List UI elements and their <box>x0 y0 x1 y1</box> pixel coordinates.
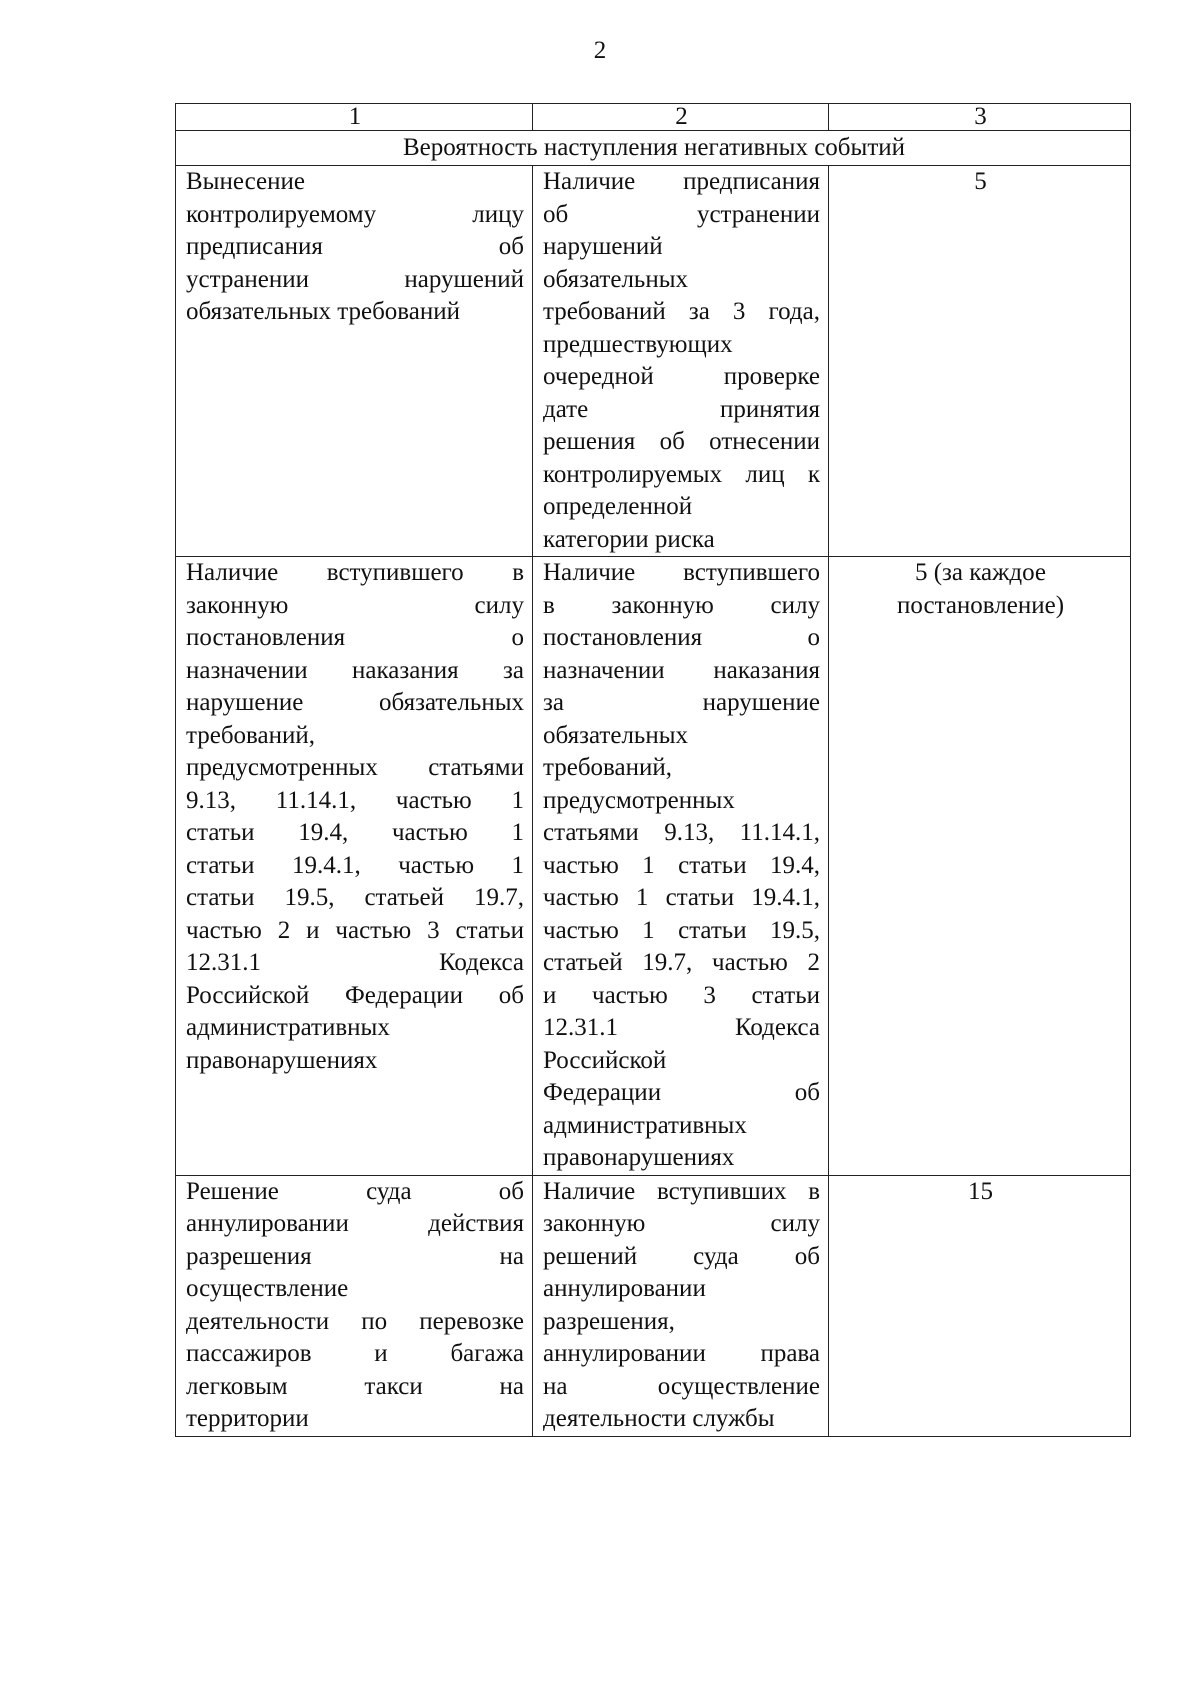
cell-text-line: аннулировании права <box>543 1340 820 1367</box>
cell-text-line: законную силу <box>186 591 524 619</box>
cell-text-line: Федерации об <box>543 1079 820 1106</box>
cell-text-line: за нарушение <box>543 689 820 716</box>
cell-text-line: 9.13, 11.14.1, частью 1 <box>186 786 524 814</box>
cell-text-line: Российской <box>543 1046 667 1074</box>
cell-text-line: дате принятия <box>543 395 820 423</box>
cell-text-line: частью 2 и частью 3 статьи <box>186 916 524 944</box>
cell-text-line: частью 1 статьи 19.5, <box>543 916 820 944</box>
cell-text-line: определенной <box>543 493 693 520</box>
score-text-line: постановление) <box>896 591 1065 619</box>
score-cell <box>829 166 1131 557</box>
cell-text-line: обязательных требований <box>186 298 460 325</box>
cell-text-line: и частью 3 статьи <box>543 981 820 1009</box>
table-row <box>176 1175 1131 1436</box>
cell-text-line: законную силу <box>543 1210 820 1237</box>
cell-text-line: правонарушениях <box>543 1144 735 1171</box>
cell-text-line: Решение суда об <box>186 1177 524 1205</box>
cell-text-line: в законную силу <box>543 591 820 619</box>
cell-text-line: устранении нарушений <box>186 265 524 293</box>
cell-text-line: требований за 3 года, <box>543 298 820 325</box>
cell-text-line: предусмотренных статьями <box>186 754 524 781</box>
cell-text-line: контролируемых лиц к <box>543 460 820 488</box>
cell-text-line: предусмотренных <box>543 786 735 814</box>
cell-text-line: предписания об <box>186 233 524 260</box>
cell-text-line: категории риска <box>543 525 715 553</box>
page-number: 2 <box>593 37 607 64</box>
cell-text-line: статьи 19.4.1, частью 1 <box>186 851 524 879</box>
cell-text-line: назначении наказания <box>543 656 820 684</box>
table-body <box>176 166 1131 1437</box>
indicator-cell <box>533 166 829 557</box>
cell-text-line: аннулировании <box>543 1275 706 1302</box>
cell-text-line: правонарушениях <box>186 1046 378 1074</box>
cell-text-line: Наличие вступившего в <box>186 559 524 586</box>
cell-text-line: административных <box>186 1014 390 1041</box>
cell-text-line: пассажиров и багажа <box>186 1340 524 1367</box>
cell-text-line: Наличие вступившего <box>543 559 820 586</box>
cell-text-line: осуществление <box>186 1275 349 1302</box>
cell-text-line: частью 1 статьи 19.4, <box>543 851 820 879</box>
cell-text-line: решения об отнесении <box>543 428 820 455</box>
score-cell <box>829 1175 1131 1436</box>
score-text-line: 5 (за каждое <box>914 559 1047 586</box>
cell-text-line: контролируемому лицу <box>186 200 524 228</box>
cell-text-line: Вынесение <box>186 168 305 195</box>
section-title: Вероятность наступления негативных событий <box>176 131 1131 166</box>
column-header-1: 1 <box>176 104 533 131</box>
cell-text-line: частью 1 статьи 19.4.1, <box>543 884 820 911</box>
criterion-cell <box>176 557 533 1176</box>
cell-text-line: разрешения на <box>186 1242 524 1270</box>
cell-text-line: Наличие предписания <box>543 168 820 195</box>
section-title-row <box>176 131 1131 166</box>
risk-criteria-table <box>175 103 1131 1437</box>
indicator-cell <box>533 1175 829 1436</box>
column-header-2: 2 <box>533 104 829 131</box>
cell-text-line: постановления о <box>186 624 524 651</box>
cell-text-line: аннулировании действия <box>186 1210 524 1237</box>
cell-text-line: легковым такси на <box>186 1372 524 1400</box>
cell-text-line: территории <box>186 1405 309 1432</box>
cell-text-line: 12.31.1 Кодекса <box>543 1014 820 1041</box>
score-text-line: 15 <box>968 1177 993 1205</box>
cell-text-line: очередной проверке <box>543 363 820 390</box>
cell-text-line: обязательных <box>543 721 688 749</box>
table-row <box>176 166 1131 557</box>
indicator-cell <box>533 557 829 1176</box>
cell-text-line: административных <box>543 1111 747 1139</box>
cell-text-line: Российской Федерации об <box>186 981 524 1009</box>
cell-text-line: решений суда об <box>543 1242 820 1270</box>
cell-text-line: требований, <box>186 721 316 749</box>
column-header-3: 3 <box>829 104 1131 131</box>
score-text-line: 5 <box>974 168 987 195</box>
cell-text-line: 12.31.1 Кодекса <box>186 949 524 976</box>
cell-text-line: обязательных <box>543 265 688 293</box>
cell-text-line: статьи 19.4, частью 1 <box>186 819 524 846</box>
cell-text-line: постановления о <box>543 624 820 651</box>
cell-text-line: предшествующих <box>543 330 733 358</box>
cell-text-line: нарушение обязательных <box>186 689 524 716</box>
criterion-cell <box>176 166 533 557</box>
cell-text-line: деятельности службы <box>543 1405 775 1432</box>
cell-text-line: деятельности по перевозке <box>186 1307 524 1335</box>
cell-text-line: разрешения, <box>543 1307 675 1335</box>
cell-text-line: статьями 9.13, 11.14.1, <box>543 819 820 846</box>
criterion-cell <box>176 1175 533 1436</box>
cell-text-line: Наличие вступивших в <box>543 1177 820 1205</box>
cell-text-line: об устранении <box>543 200 820 228</box>
cell-text-line: статьей 19.7, частью 2 <box>543 949 820 976</box>
cell-text-line: статьи 19.5, статьей 19.7, <box>186 884 524 911</box>
cell-text-line: на осуществление <box>543 1372 820 1400</box>
cell-text-line: назначении наказания за <box>186 656 524 684</box>
score-cell <box>829 557 1131 1176</box>
cell-text-line: нарушений <box>543 233 663 260</box>
cell-text-line: требований, <box>543 754 673 781</box>
column-number-row <box>176 104 1131 131</box>
table-row <box>176 557 1131 1176</box>
